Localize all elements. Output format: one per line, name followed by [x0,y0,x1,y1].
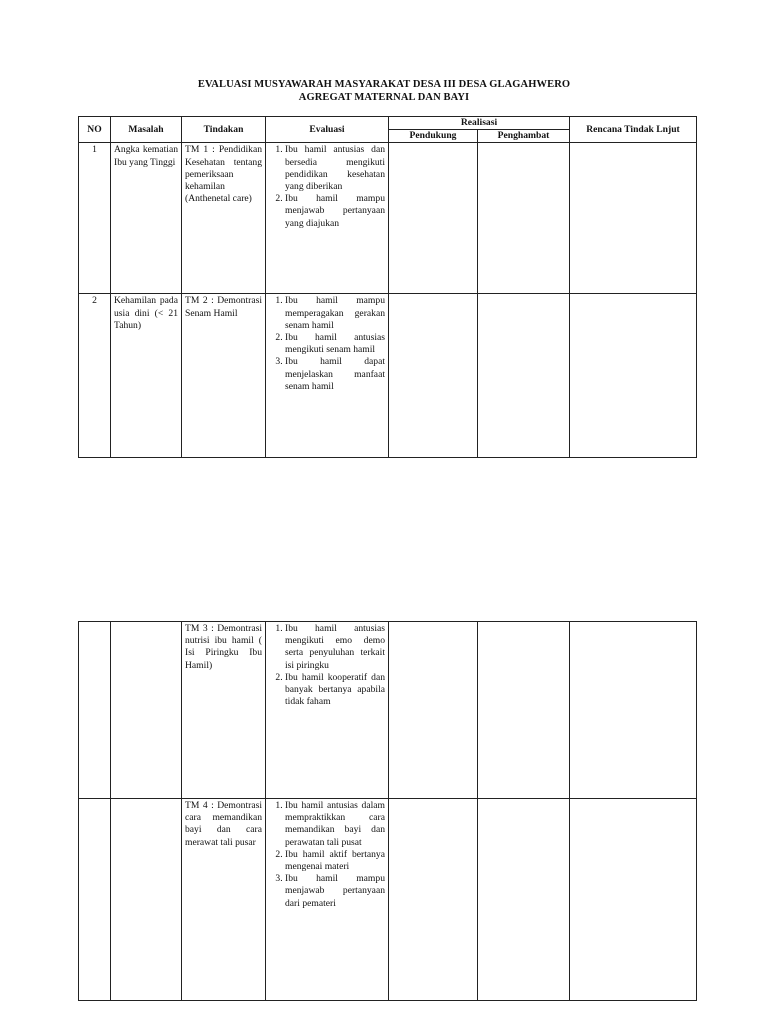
header-realisasi: Realisasi [389,117,570,130]
row-penghambat [478,622,570,799]
table-row [79,294,697,458]
header-masalah: Masalah [111,117,182,143]
row-penghambat [478,799,570,1001]
row-rencana [570,143,697,294]
evaluation-table-page-part-2 [78,621,697,1001]
row-pendukung [389,799,478,1001]
row-masalah [111,622,182,799]
document-title [0,78,768,104]
row-evaluasi [266,294,389,458]
row-no: 1 [79,143,111,294]
table-row [79,799,697,1001]
evaluasi-item: 2. Ibu hamil kooperatif dan banyak bertanya apabila tidak faham [285,672,385,709]
row-masalah [111,799,182,1001]
evaluasi-list [269,144,385,229]
header-rencana: Rencana Tindak Lnjut [570,117,697,143]
header-pendukung: Pendukung [389,130,478,143]
header-evaluasi: Evaluasi [266,117,389,143]
row-evaluasi [266,143,389,294]
evaluasi-list [269,800,385,910]
evaluasi-list [269,295,385,393]
evaluasi-item: 1. Ibu hamil antusias mengikuti emo demo serta penyuluhan terkait isi piringku [285,623,385,672]
table-row [79,143,697,294]
row-tindakan: TM 1 : Pendidikan Kesehatan tentang pemeriksaan kehamilan (Anthenetal care) [182,143,266,294]
evaluasi-item: 2. Ibu hamil aktif bertanya mengenai materi [285,849,385,873]
row-pendukung [389,143,478,294]
header-no: NO [79,117,111,143]
row-masalah: Kehamilan pada usia dini (< 21 Tahun) [111,294,182,458]
row-no: 2 [79,294,111,458]
row-tindakan: TM 2 : Demontrasi Senam Hamil [182,294,266,458]
row-tindakan: TM 3 : Demontrasi nutrisi ibu hamil ( Isi Piringku Ibu Hamil) [182,622,266,799]
evaluasi-item: 1. Ibu hamil antusias dalam mempraktikkan cara memandikan bayi dan perawatan tali pusat [285,800,385,849]
evaluation-table-page-part-1 [78,116,697,458]
evaluasi-item: 1. Ibu hamil mampu memperagakan gerakan senam hamil [285,295,385,332]
title-line-1: EVALUASI MUSYAWARAH MASYARAKAT DESA III DESA GLAGAHWERO [197,79,571,90]
evaluasi-list [269,623,385,708]
header-tindakan: Tindakan [182,117,266,143]
row-evaluasi [266,622,389,799]
row-pendukung [389,622,478,799]
evaluasi-item: 3. Ibu hamil dapat menjelaskan manfaat senam hamil [285,356,385,393]
row-penghambat [478,294,570,458]
evaluasi-item: 2. Ibu hamil antusias mengikuti senam hamil [285,332,385,356]
evaluasi-item: 1. Ibu hamil antusias dan bersedia mengikuti pendidikan kesehatan yang diberikan [285,144,385,193]
evaluasi-item: 3. Ibu hamil mampu menjawab pertanyaan dari pemateri [285,873,385,910]
row-masalah: Angka kematian Ibu yang Tinggi [111,143,182,294]
row-tindakan: TM 4 : Demontrasi cara memandikan bayi dan cara merawat tali pusar [182,799,266,1001]
title-line-2: AGREGAT MATERNAL DAN BAYI [298,92,470,103]
row-evaluasi [266,799,389,1001]
header-penghambat: Penghambat [478,130,570,143]
row-rencana [570,622,697,799]
table-row [79,622,697,799]
row-no [79,622,111,799]
row-no [79,799,111,1001]
row-penghambat [478,143,570,294]
row-pendukung [389,294,478,458]
row-rencana [570,294,697,458]
evaluasi-item: 2. Ibu hamil mampu menjawab pertanyaan yang diajukan [285,193,385,230]
row-rencana [570,799,697,1001]
